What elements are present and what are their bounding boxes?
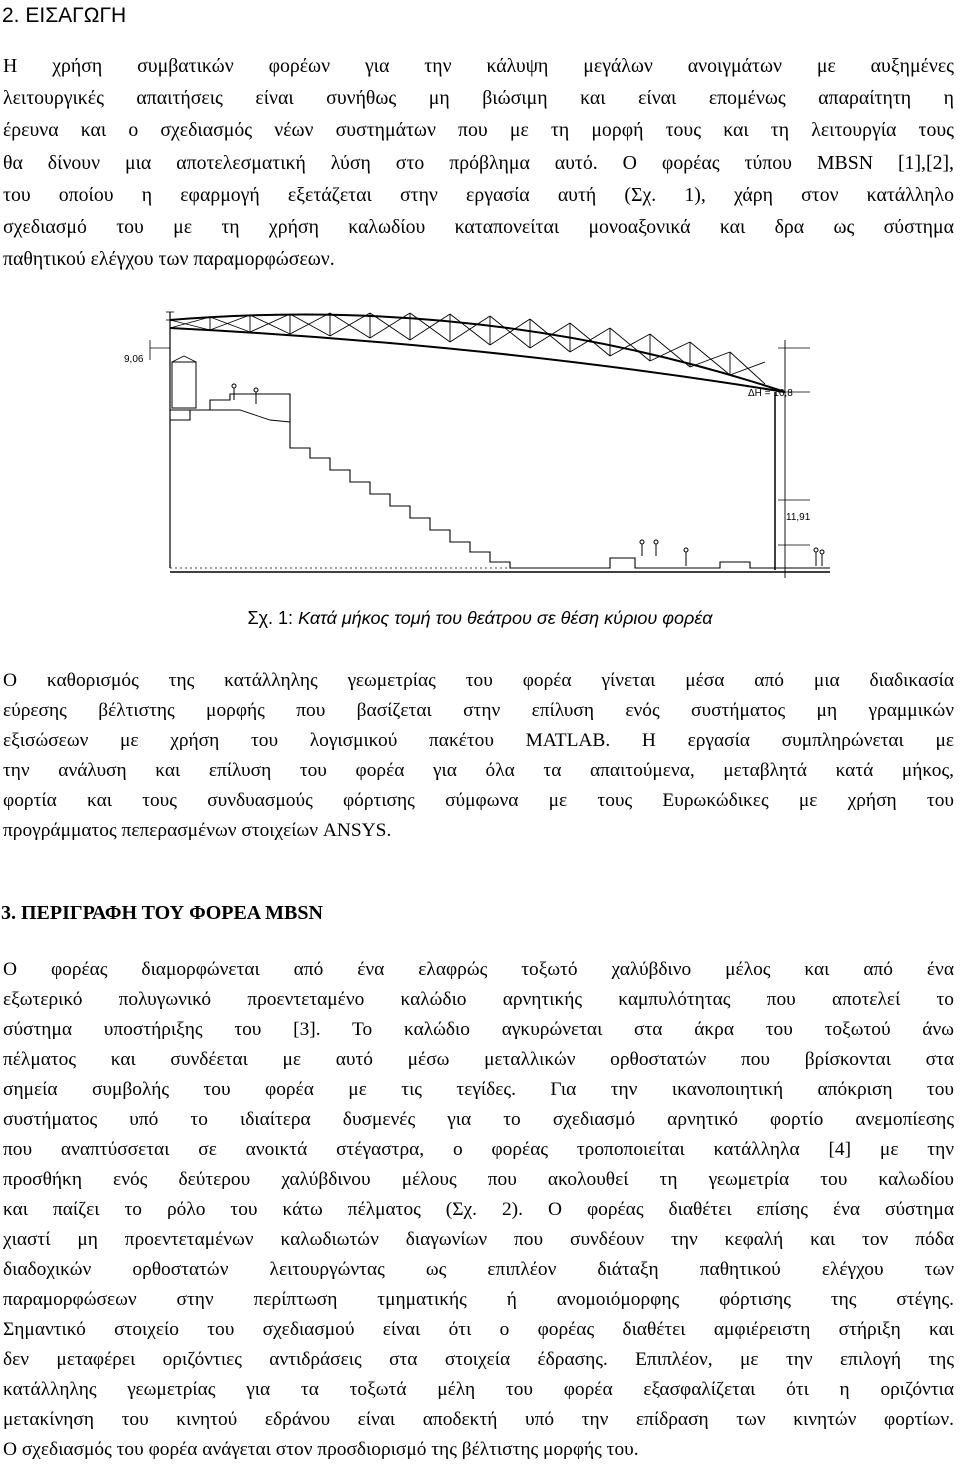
mbsn-description-line: Σημαντικό στοιχείο του σχεδιασμού είναι ότι ο φορέας διαθέτει αμφιέρειστη στήριξη και — [3, 1319, 954, 1340]
introduction-line: έρευνα και ο σχεδιασμός νέων συστημάτων που με τη μορφή τους και τη λειτουργία τους — [3, 119, 954, 142]
figure-1-drawing — [110, 300, 840, 590]
introduction-line: του οποίου η εφαρμογή εξετάζεται στην εργασία αυτή (Σχ. 1), χάρη στον κατάλληλο — [3, 183, 954, 206]
optimization-line: φορτία και τους συνδυασμούς φόρτισης σύμφωνα με τους Ευρωκώδικες με χρήση του — [3, 790, 954, 811]
section-heading-mbsn-description: 3. ΠΕΡΙΓΡΑΦΗ ΤΟΥ ΦΟΡΕΑ MBSN — [1, 902, 323, 924]
figure-1-theater-section — [110, 300, 840, 590]
mbsn-description-line: συστήματος υπό το ιδιαίτερα δυσμενές για το σχεδιασμό αρνητικό φορτίο ανεμοπίεσης — [3, 1109, 954, 1130]
paragraph-optimization-method — [3, 666, 954, 846]
introduction-line: σχεδιασμό του με τη χρήση καλωδίου καταπονείται μονοαξονικά και δρα ως σύστημα — [3, 215, 954, 238]
paragraph-mbsn-description — [3, 955, 954, 1465]
mbsn-description-line: προσθήκη ενός δεύτερου χαλύβδινου μέλους που ακολουθεί τη γεωμετρία του καλωδίου — [3, 1169, 954, 1190]
label-delta-h: ΔΗ = 16,8 — [748, 388, 793, 399]
optimization-line: Ο καθορισμός της κατάλληλης γεωμετρίας του φορέα γίνεται μέσα από μια διαδικασία — [3, 670, 954, 691]
mbsn-description-line: σύστημα υποστήριξης του [3]. Το καλώδιο αγκυρώνεται στα άκρα του τοξωτού άνω — [3, 1019, 954, 1040]
mbsn-description-line: δεν μεταφέρει οριζόντιες αντιδράσεις στα στοιχεία έδρασης. Επιπλέον, με την επιλογή της — [3, 1349, 954, 1370]
section-heading-introduction: 2. ΕΙΣΑΓΩΓΗ — [2, 4, 127, 27]
introduction-line: παθητικού ελέγχου των παραμορφώσεων. — [3, 248, 335, 271]
optimization-line: εξισώσεων με χρήση του λογισμικού πακέτου MATLAB. Η εργασία συμπληρώνεται με — [3, 730, 954, 751]
mbsn-description-line: διαδοχικών ορθοστατών λειτουργώντας ως επιπλέον διάταξη παθητικού ελέγχου των — [3, 1259, 954, 1280]
optimization-line: εύρεσης βέλτιστης μορφής που βασίζεται στην επίλυση ενός συστήματος μη γραμμικών — [3, 700, 954, 721]
figure-1-caption — [0, 607, 960, 629]
mbsn-description-line: Ο σχεδιασμός του φορέα ανάγεται στον προσδιορισμό της βέλτιστης μορφής του. — [3, 1439, 639, 1460]
introduction-line: Η χρήση συμβατικών φορέων για την κάλυψη μεγάλων ανοιγμάτων με αυξημένες — [3, 55, 954, 77]
mbsn-description-line: σημεία συμβολής του φορέα με τις τεγίδες. Για την ικανοποιητική απόκριση του — [3, 1079, 954, 1100]
mbsn-description-line: πέλματος και συνδέεται με αυτό μέσω μεταλλικών ορθοστατών που βρίσκονται στα — [3, 1049, 954, 1070]
mbsn-description-line: μετακίνηση του κινητού εδράνου είναι αποδεκτή υπό την επίδραση των κινητών φορτίων. — [3, 1409, 954, 1430]
mbsn-description-line: Ο φορέας διαμορφώνεται από ένα ελαφρώς τοξωτό χαλύβδινο μέλος και από ένα — [3, 959, 954, 980]
people-figures — [232, 384, 824, 566]
mbsn-description-line: και παίζει το ρόλο του κάτω πέλματος (Σχ. 2). Ο φορέας διαθέτει επίσης ένα σύστημα — [3, 1199, 954, 1220]
mbsn-description-line: χιαστί μη προεντεταμένων καλωδιωτών διαγωνίων που συνδέουν την κεφαλή και τον πόδα — [3, 1229, 954, 1250]
mbsn-description-line: κατάλληλης γεωμετρίας για τα τοξωτά μέλη του φορέα εξασφαλίζεται ότι η οριζόντια — [3, 1379, 954, 1400]
figure-1-caption-text: Κατά μήκος τομή του θεάτρου σε θέση κύριου φορέα — [298, 608, 713, 628]
mbsn-description-line: που αναπτύσσεται σε ανοικτά στέγαστρα, ο φορέας τροποποιείται κατάλληλα [4] με την — [3, 1139, 954, 1160]
label-right-height: 11,91 — [786, 512, 811, 523]
introduction-line: λειτουργικές απαιτήσεις είναι συνήθως μη βιώσιμη και είναι επομένως απαραίτητη η — [3, 87, 954, 110]
introduction-line: θα δίνουν μια αποτελεσματική λύση στο πρόβλημα αυτό. Ο φορέας τύπου MBSN [1],[2], — [3, 151, 954, 174]
label-left-height: 9,06 — [124, 354, 144, 365]
optimization-line: την ανάλυση και επίλυση του φορέα για όλα τα απαιτούμενα, μεταβλητά κατά μήκος, — [3, 760, 954, 781]
optimization-line: προγράμματος πεπερασμένων στοιχείων ANSYS. — [3, 820, 392, 841]
mbsn-description-line: εξωτερικό πολυγωνικό προεντεταμένο καλώδιο αρνητικής καμπυλότητας που αποτελεί το — [3, 989, 954, 1010]
figure-1-caption-number: Σχ. 1: — [247, 608, 294, 628]
mbsn-description-line: παραμορφώσεων στην περίπτωση τμηματικής ή ανομοιόμορφης φόρτισης της στέγης. — [3, 1289, 954, 1310]
truss-bottom-chord — [170, 328, 785, 392]
introduction-paragraph — [3, 50, 954, 275]
stage-door — [172, 362, 196, 408]
